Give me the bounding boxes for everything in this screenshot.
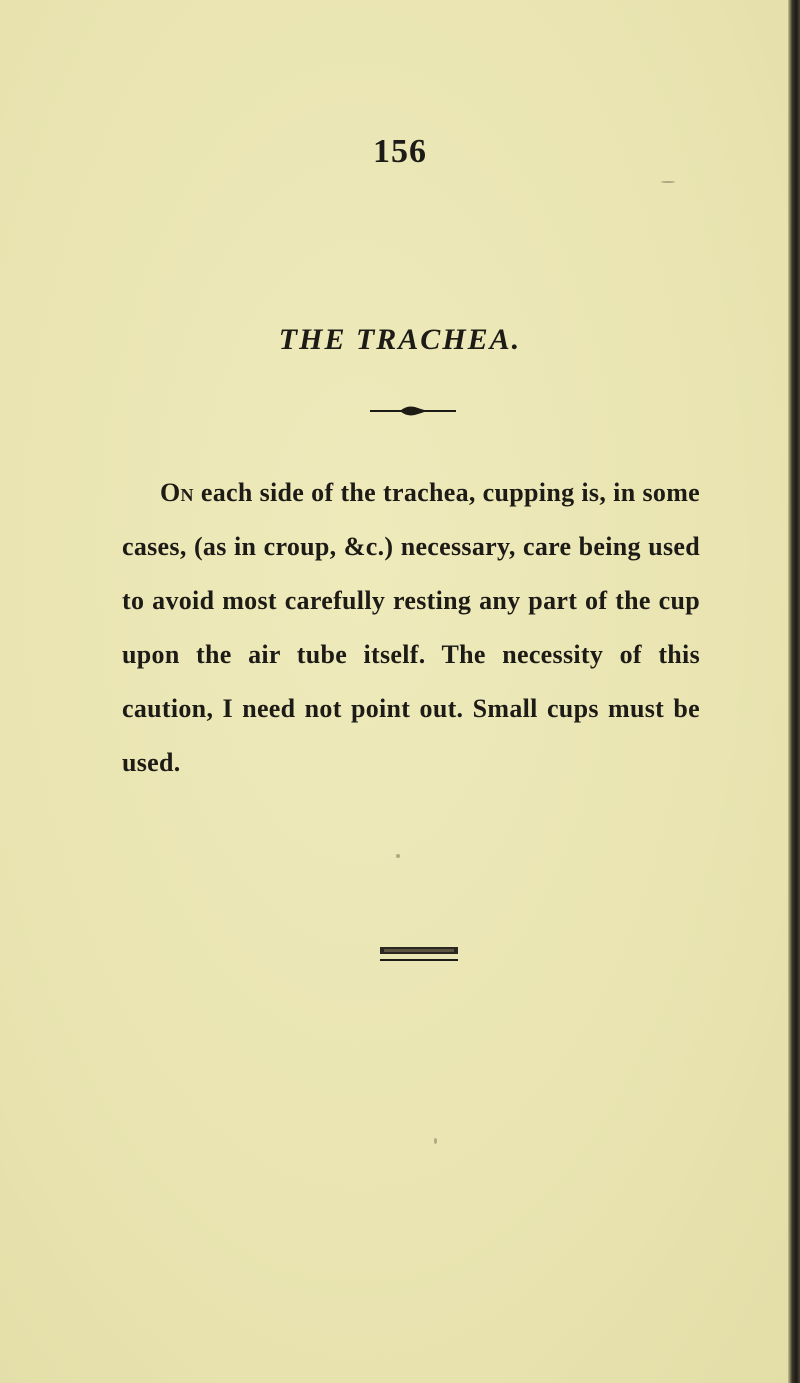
rule-ornament-icon xyxy=(370,403,456,417)
paper-speck xyxy=(434,1138,437,1144)
page-edge-shadow xyxy=(788,0,800,1383)
body-paragraph xyxy=(122,466,700,790)
paper-speck xyxy=(661,181,675,183)
page-number: 156 xyxy=(373,133,427,170)
paragraph-text: each side of the trachea, cupping is, in some cases, (as in croup, &c.) necessary, care being used to avoid most carefully resting any part of the cup upon the air tube itself. The necessity of this caution, I need not point out. Small cups must be used. xyxy=(122,478,700,777)
paragraph-dropcap: On xyxy=(160,478,194,507)
paper-speck xyxy=(396,854,400,858)
section-heading: THE TRACHEA. xyxy=(278,323,522,356)
tailpiece-ornament-icon xyxy=(380,946,458,962)
